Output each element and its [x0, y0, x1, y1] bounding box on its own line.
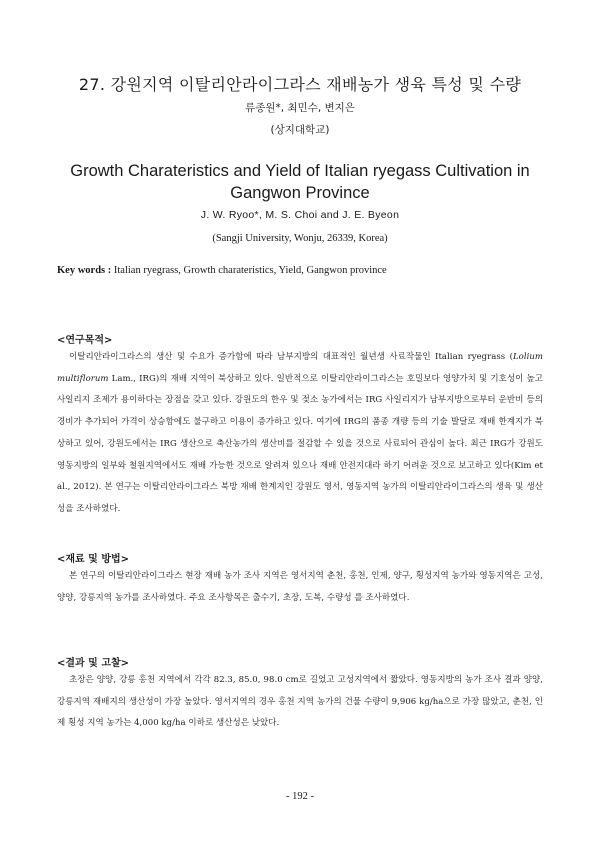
keywords-text: Italian ryegrass, Growth charateristics, Yield, Gangwon province: [111, 265, 387, 276]
section-heading-results: <결과 및 고찰>: [57, 658, 130, 669]
authors-english: J. W. Ryoo*, M. S. Choi and J. E. Byeon: [200, 209, 400, 221]
section-body-methods: 본 연구의 이탈리안라이그라스 현장 재배 농가 조사 지역은 영서지역 춘천, 홍천, 인제, 양구, 횡성지역 농가와 영동지역은 고성, 양양, 강릉지역 농가를 조사하였다. 주요 조사항목은 출수기, 초장, 도복, 수량성 를 조사하였다.: [57, 571, 543, 603]
purpose-text-species: Lolium multiflorum: [57, 352, 543, 384]
title-korean: 27. 강원지역 이탈리안라이그라스 재배농가 생육 특성 및 수량: [78, 75, 522, 94]
page-number: - 192 -: [286, 791, 314, 802]
affiliation-korean: (상지대학교): [270, 124, 330, 136]
authors-korean: 류종원*, 최민수, 변지은: [245, 102, 355, 114]
keywords: [57, 265, 557, 276]
section-body-purpose: [57, 347, 543, 521]
keywords-label: Key words :: [57, 265, 112, 276]
title-english: Growth Charateristics and Yield of Italian ryegass Cultivation in Gangwon Province: [70, 162, 530, 202]
section-heading-purpose: <연구목적>: [57, 335, 113, 346]
section-body-results: 초장은 양양, 강릉 홍천 지역에서 각각 82.3, 85.0, 98.0 cm로 길었고 고성지역에서 짧았다. 영동지방의 농가 조사 결과 양양, 강릉지역 재배지의 생산성이 가장 높았다. 영서지역의 경우 홍천 지역 농가의 건물 수량이 9,906 kg/ha으로 가장 많았고, 춘천, 인제 횡성 지역 농가는 4,000 kg/ha 이하로 생산성은 낮았다.: [57, 675, 543, 729]
purpose-text-part1: 이탈리안라이그라스의 생산 및 수요가 증가함에 따라 남부지방의 대표적인 월년생 사료작물인 Italian ryegrass (: [69, 352, 513, 362]
affiliation-english: (Sangji University, Wonju, 26339, Korea): [212, 233, 388, 244]
section-heading-methods: <재료 및 방법>: [57, 554, 130, 565]
purpose-text-part2: Lam., IRG)의 재배 지역이 북상하고 있다. 일반적으로 이탈리안라이그라스는 호밀보다 영양가치 및 기호성이 높고 사일리지 조제가 용이하다는 장점을 갖고 있다. 강원도의 한우 및 젖소 농가에서는 IRG 사일리지가 남부지방으로부터 운반비 등의 경비가 추가되어 가격이 상승함에도 불구하고 이용이 증가하고 있다. 여기에 IRG의 품종 개량 등의 기술 발달로 재배 한계지가 북상하고 있어, 강원도에서는 IRG 생산으로 축산농가의 생산비를 절감할 수 있을 것으로 사료되어 관심이 높다. 최근 IRG가 강원도 영동지방의 일부와 철원지역에서도 재배 가능한 것으로 알려져 있으나 재배 안전지대라 하기 어려운 것으로 보고하고 있다(Kim et al., 2012). 본 연구는 이탈리안라이그라스 북방 재배 한계지인 강원도 영서, 영동지역 농가의 이탈리안라이그라스의 생육 및 생산성을 조사하였다.: [57, 373, 543, 514]
